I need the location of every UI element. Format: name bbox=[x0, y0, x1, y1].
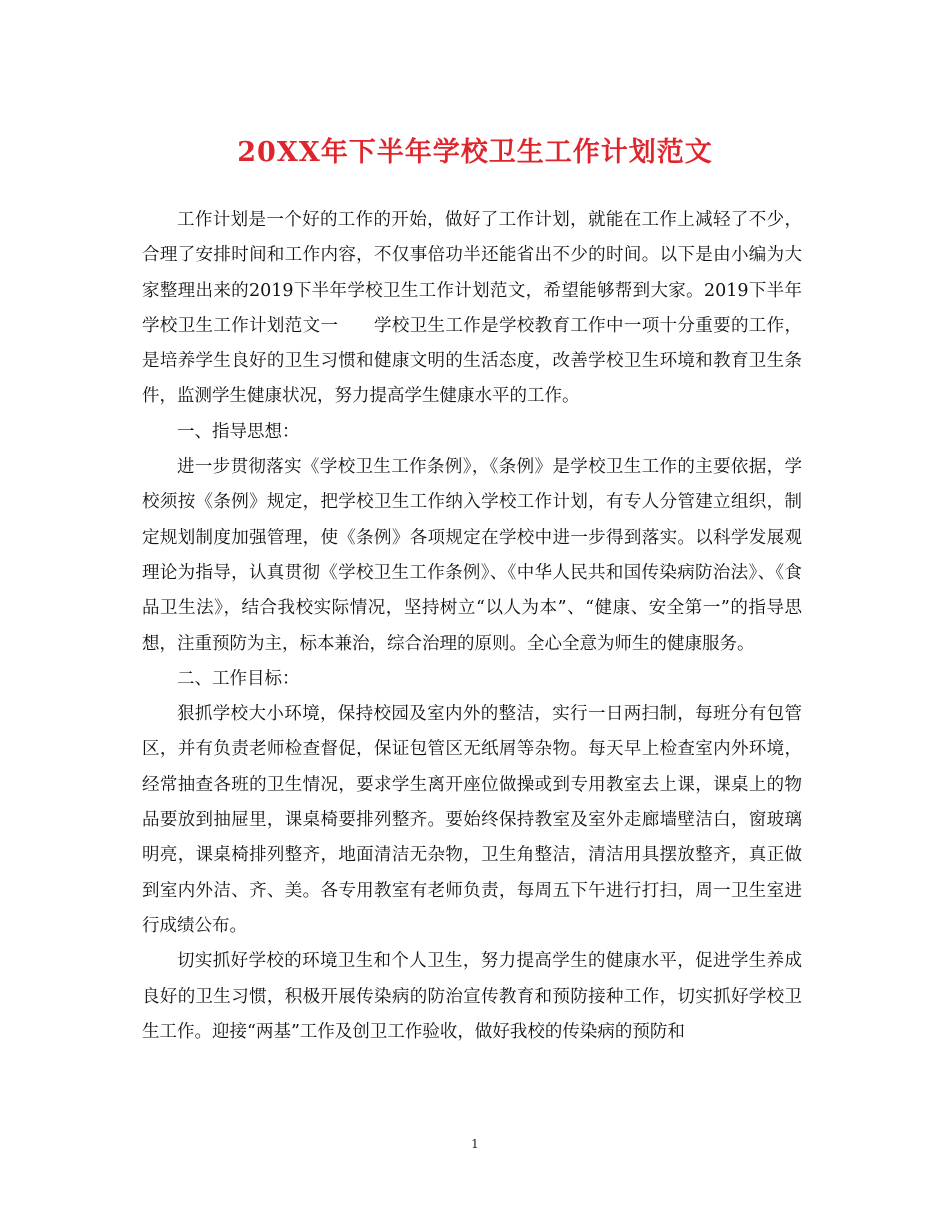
section-heading-work-goals: 二、工作目标： bbox=[177, 668, 300, 689]
hygiene-paragraph: 切实抓好学校的环境卫生和个人卫生，努力提高学生的健康水平，促进学生养成良好的卫生习惯，积极开展传染病的防治宣传教育和预防接种工作，切实抓好学校卫生工作。迎接“两基”工作及创卫工作验收，做好我校的传染病的预防和 bbox=[142, 951, 802, 1042]
intro-paragraph: 工作计划是一个好的工作的开始，做好了工作计划，就能在工作上减轻了不少，合理了安排时间和工作内容，不仅事倍功半还能省出不少的时间。以下是由小编为大家整理出来的2019下半年学校卫生工作计划范文，希望能够帮到大家。2019下半年学校卫生工作计划范文一 学校卫生工作是学校教育工作中一项十分重要的工作，是培养学生良好的卫生习惯和健康文明的生活态度，改善学校卫生环境和教育卫生条件，监测学生健康状况，努力提高学生健康水平的工作。 bbox=[142, 210, 802, 407]
document-body bbox=[142, 203, 802, 1050]
document-title: 20XX年下半年学校卫生工作计划范文 bbox=[237, 137, 713, 168]
section-heading-guiding-ideology: 一、指导思想： bbox=[177, 421, 300, 442]
work-goals-paragraph: 狠抓学校大小环境，保持校园及室内外的整洁，实行一日两扫制，每班分有包管区，并有负责老师检查督促，保证包管区无纸屑等杂物。每天早上检查室内外环境，经常抽查各班的卫生情况，要求学生离开座位做操或到专用教室去上课，课桌上的物品要放到抽屉里，课桌椅要排列整齐。要始终保持教室及室外走廊墙壁洁白，窗玻璃明亮，课桌椅排列整齐，地面清洁无杂物，卫生角整洁，清洁用具摆放整齐，真正做到室内外洁、齐、美。各专用教室有老师负责，每周五下午进行打扫，周一卫生室进行成绩公布。 bbox=[142, 704, 802, 936]
page-number: 1 bbox=[471, 1137, 479, 1151]
guiding-ideology-paragraph: 进一步贯彻落实《学校卫生工作条例》，《条例》是学校卫生工作的主要依据，学校须按《条例》规定，把学校卫生工作纳入学校工作计划，有专人分管建立组织，制定规划制度加强管理，使《条例》各项规定在学校中进一步得到落实。以科学发展观理论为指导，认真贯彻《学校卫生工作条例》、《中华人民共和国传染病防治法》、《食品卫生法》，结合我校实际情况，坚持树立“以人为本”、“健康、安全第一”的指导思想，注重预防为主，标本兼治，综合治理的原则。全心全意为师生的健康服务。 bbox=[142, 457, 802, 654]
